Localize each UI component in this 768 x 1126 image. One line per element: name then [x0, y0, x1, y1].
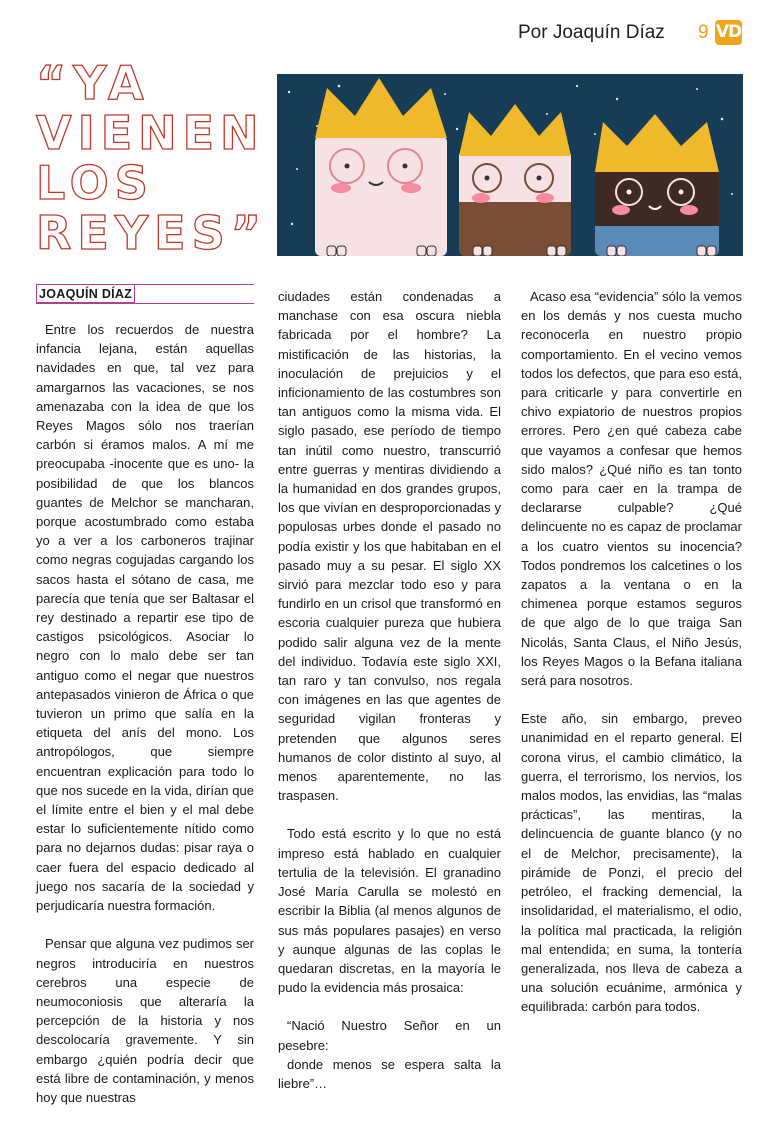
page-number: 9 — [698, 22, 709, 43]
article-column-2 — [278, 287, 501, 1093]
quote-line: “Nació Nuestro Señor en un pesebre: — [278, 1018, 501, 1053]
article-byline: JOAQUÍN DÍAZ — [36, 284, 135, 303]
header-author: Por Joaquín Díaz — [518, 22, 665, 43]
article-column-1 — [36, 320, 254, 1126]
paragraph: Este año, sin embargo, preveo unanimidad en el reparto general. El corona virus, el cambio climático, la guerra, el terrorismo, los nervios, los malos modos, las envidias, las “malas prácticas”, las mentiras, la delincuencia de guante blanco (y no el de Melchor, precisamente), la pirámide de Ponzi, el precio del petróleo, el fracking demencial, la insolidaridad, el materialismo, el odio, la política mal practicada, la religión mal entendida; en suma, la tontería generalizada, nos lleva de cabeza a una solución ecuánime, armónica y equilibrada: carbón para todos. — [521, 711, 742, 1015]
paragraph: ciudades están condenadas a manchase con esa oscura niebla fabricada por el hombre? La mistificación de las historias, la inoculación de prejuicios y el inficionamiento de las costumbres son tan antiguos como la misma vida. El siglo pasado, ese período de tiempo tan inútil como nuestro, transcurrió entre guerras y mentiras dividiendo a la humanidad en dos grandes grupos, los que vivían en desproporcionadas y populosas urbes donde el pasado no podía existir y los que habitaban en el pasado muy a su pesar. El siglo XX sirvió para mezclar todo eso y para fundirlo en un crisol que transformó en escoria cualquier pureza que hubiera podido salir alguna vez de la mente del individuo. Todavía este siglo XXI, tan raro y tan convulso, nos regala con imágenes en las que agentes de seguridad vigilan fronteras y pretenden que algunos seres humanos de color distinto al suyo, al menos aparentemente, no las traspasen. — [278, 289, 501, 804]
three-kings-illustration — [277, 74, 743, 256]
verse-quote — [278, 1016, 501, 1093]
article-column-3 — [521, 287, 742, 1036]
paragraph: Pensar que alguna vez pudimos ser negros introduciría en nuestros cerebros una especie de neumoconiosis que alteraría la percepción de la historia y nos descolocaría gravemente. Y sin embargo ¿quién podría decir que está libre de contaminación, y menos hoy que nuestras — [36, 936, 254, 1105]
paragraph: Todo está escrito y lo que no está impreso está hablado en cualquier tertulia de la televisión. El granadino José María Carulla se molestó en escribir la Biblia (al menos algunos de sus más populares pasajes) en verso y aunque algunas de las coplas le quedaran discretas, en la mayoría le pudo la evidencia más prosaica: — [278, 826, 501, 996]
magazine-logo: VD — [715, 20, 742, 45]
paragraph: Entre los recuerdos de nuestra infancia lejana, están aquellas navidades en que, tal vez para amargarnos las vacaciones, se nos amenazaba con la idea de que los Reyes Magos sólo nos traerían carbón si éramos malos. A mí me preocupaba -inocente que es uno- la posibilidad de que los blancos guantes de Melchor se mancharan, porque acostumbrado como estaba yo a ver a los carboneros trajinar como negras cogujadas cargando los sacos hasta el sótano de casa, me parecía que tenía que ser Baltasar el rey destinado a repartir ese tipo de castigos psicológicos. Asociar lo negro con lo malo debe ser tan antiguo como el negar que nuestros antepasados vinieron de África o que tuvieron un primo que salía en la etiqueta del anís del mono. Los antropólogos, que siempre encuentran explicación para todo lo que nos sucede en la vida, dirían que el límite entre el bien y el mal debe estar lo suficientemente nítido como para no dejarnos dudas: pisar raya o caer fuera del espacio dedicado al juego nos sacaría de la sociedad y perjudicaría nuestra formación. — [36, 322, 254, 914]
article-headline: “YA VIENEN LOS REYES” — [36, 56, 267, 260]
paragraph: Acaso esa “evidencia” sólo la vemos en los demás y nos cuesta mucho reconocerla en nuestro propio comportamiento. En el vecino vemos todos los defectos, que para eso está, para criticarle y para convertirle en chivo expiatorio de nuestros propios errores. Pero ¿en qué cabeza cabe que vayamos a confesar que hemos sido malos? ¿Qué niño es tan tonto como para caer en la trampa de declararse culpable? ¿Qué delincuente no es capaz de proclamar a los cuatro vientos su inocencia? Todos pondremos los calcetines o los zapatos a la ventana o en la chimenea porque estamos seguros de que algo de lo que traiga San Nicolás, Santa Claus, el Niño Jesús, los Reyes Magos o la Befana italiana será para nosotros. — [521, 289, 742, 689]
quote-line: donde menos se espera salta la liebre”… — [278, 1056, 501, 1091]
byline-rule — [36, 284, 254, 304]
